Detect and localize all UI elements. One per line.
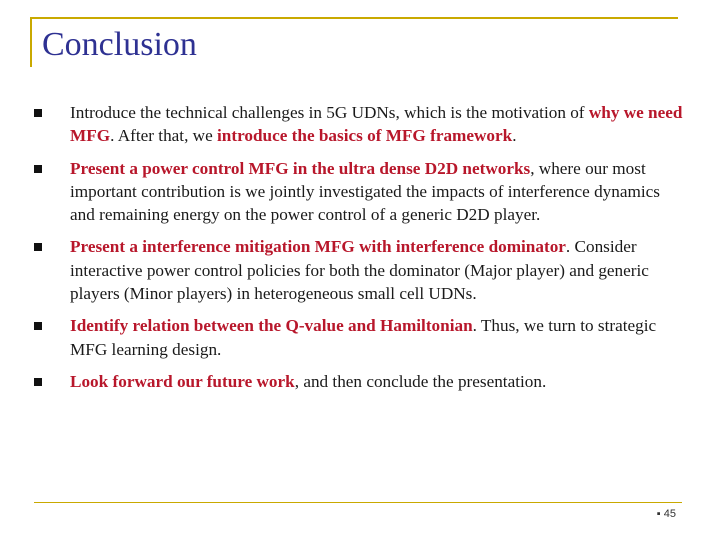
bullet-text-plain: . Thus, we turn to strategic MFG learning design. [70, 316, 657, 359]
bullet-text [70, 159, 660, 225]
bullet-text-highlight: why we need MFG [70, 103, 683, 146]
footer-rule [34, 502, 682, 503]
bullet-text-highlight: introduce the basics of MFG framework [217, 126, 513, 146]
bullet-text-highlight: Look forward our future work [70, 371, 295, 391]
square-bullet-icon [34, 109, 42, 117]
bullet-text-highlight: Present a power control MFG in the ultra dense D2D networks [70, 158, 531, 178]
bullet-text-plain: . After that, we [110, 126, 218, 146]
bullet-text [70, 372, 546, 391]
bullet-list [34, 101, 684, 402]
bullet-text-plain: , where our most important contribution is we jointly investigated the impacts of interference dynamics and remaining energy on the power control of a generic D2D player. [70, 158, 660, 225]
bullet-text [70, 103, 682, 145]
page-number: ▪ 45 [656, 508, 676, 520]
slide-title: Conclusion [42, 26, 197, 63]
bullet-item [34, 157, 684, 227]
bullet-text [70, 316, 656, 358]
title-frame-top-rule [30, 17, 678, 19]
square-bullet-icon [34, 322, 42, 330]
square-bullet-icon [34, 243, 42, 251]
square-bullet-icon [34, 165, 42, 173]
bullet-item [34, 235, 684, 305]
bullet-text-plain: Introduce the technical challenges in 5G UDNs, which is the motivation of [70, 103, 589, 122]
square-bullet-icon [34, 378, 42, 386]
bullet-item [34, 370, 684, 393]
bullet-text-plain: . [512, 126, 517, 146]
bullet-item [34, 101, 684, 148]
bullet-text [70, 237, 649, 303]
bullet-text-highlight: Identify relation between the Q-value and Hamiltonian [70, 316, 473, 336]
bullet-text-plain: , and then conclude the presentation. [294, 371, 547, 391]
bullet-text-highlight: Present a interference mitigation MFG with interference dominator [70, 237, 566, 257]
title-frame-left-rule [30, 17, 32, 67]
bullet-item [34, 314, 684, 361]
bullet-text-plain: . Consider interactive power control policies for both the dominator (Major player) and generic players (Minor players) in heterogeneous small cell UDNs. [70, 237, 649, 304]
